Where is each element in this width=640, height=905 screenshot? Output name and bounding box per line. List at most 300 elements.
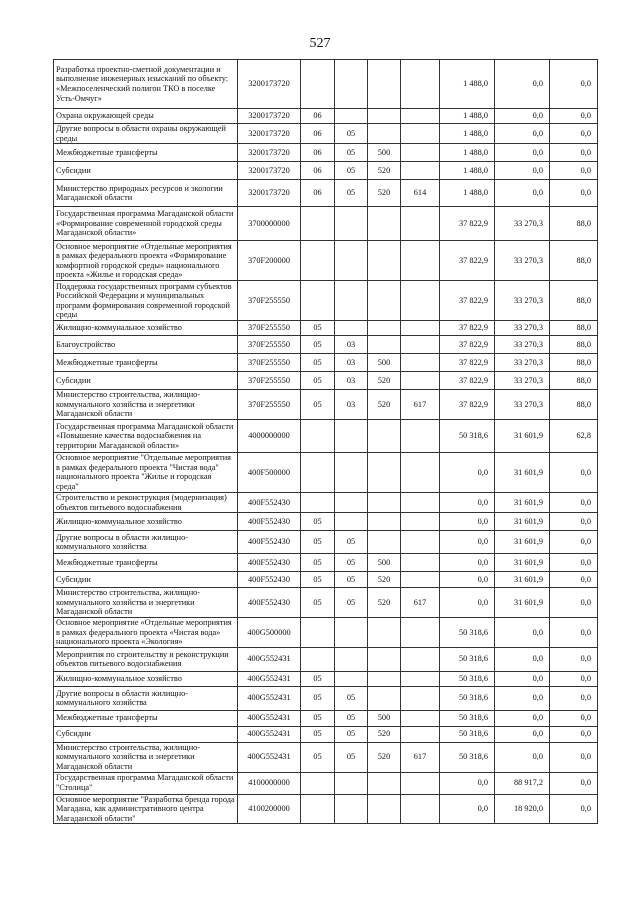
item-name-cell: Основное мероприятие «Отдельные мероприятия в рамках федерального проекта «Формирование комфортной городской среды» национального проекта «Жилье и городская среда» xyxy=(54,241,238,281)
expense-type-cell xyxy=(368,513,401,531)
section-cell: 05 xyxy=(301,531,335,554)
execution-percent-cell: 0,0 xyxy=(550,180,598,207)
subsection-cell xyxy=(335,617,368,647)
subsection-cell xyxy=(335,794,368,824)
actual-amount-cell: 31 601,9 xyxy=(495,513,550,531)
table-row xyxy=(54,281,598,321)
execution-percent-cell: 88,0 xyxy=(550,390,598,420)
administrator-cell: 617 xyxy=(401,390,440,420)
section-cell: 05 xyxy=(301,572,335,588)
subsection-cell: 05 xyxy=(335,162,368,180)
section-cell: 05 xyxy=(301,390,335,420)
planned-amount-cell: 50 318,6 xyxy=(440,671,495,686)
section-cell xyxy=(301,617,335,647)
subsection-cell: 05 xyxy=(335,710,368,726)
subsection-cell xyxy=(335,772,368,794)
item-name-cell: Строительство и реконструкция (модернизация) объектов питьевого водоснабжения xyxy=(54,492,238,512)
target-code-cell: 370F255550 xyxy=(238,354,301,372)
administrator-cell xyxy=(401,321,440,336)
execution-percent-cell: 88,0 xyxy=(550,241,598,281)
section-cell xyxy=(301,492,335,512)
administrator-cell xyxy=(401,513,440,531)
target-code-cell: 370F255550 xyxy=(238,321,301,336)
subsection-cell: 05 xyxy=(335,572,368,588)
table-row xyxy=(54,162,598,180)
subsection-cell: 03 xyxy=(335,336,368,354)
item-name-cell: Министерство строительства, жилищно-коммунального хозяйства и энергетики Магаданской области xyxy=(54,742,238,772)
target-code-cell: 400F552430 xyxy=(238,531,301,554)
section-cell: 05 xyxy=(301,513,335,531)
execution-percent-cell: 88,0 xyxy=(550,336,598,354)
execution-percent-cell: 0,0 xyxy=(550,617,598,647)
budget-table xyxy=(53,59,598,824)
subsection-cell: 03 xyxy=(335,372,368,390)
execution-percent-cell: 0,0 xyxy=(550,124,598,144)
section-cell: 05 xyxy=(301,726,335,742)
target-code-cell: 400F500000 xyxy=(238,452,301,492)
section-cell: 06 xyxy=(301,109,335,124)
administrator-cell xyxy=(401,671,440,686)
execution-percent-cell: 62,8 xyxy=(550,419,598,452)
planned-amount-cell: 50 318,6 xyxy=(440,419,495,452)
expense-type-cell: 500 xyxy=(368,144,401,162)
actual-amount-cell: 33 270,3 xyxy=(495,241,550,281)
expense-type-cell: 520 xyxy=(368,390,401,420)
section-cell xyxy=(301,281,335,321)
actual-amount-cell: 31 601,9 xyxy=(495,588,550,618)
section-cell: 05 xyxy=(301,372,335,390)
item-name-cell: Субсидии xyxy=(54,726,238,742)
administrator-cell xyxy=(401,419,440,452)
subsection-cell: 03 xyxy=(335,354,368,372)
actual-amount-cell: 31 601,9 xyxy=(495,531,550,554)
table-row xyxy=(54,124,598,144)
target-code-cell: 370F200000 xyxy=(238,241,301,281)
subsection-cell: 03 xyxy=(335,390,368,420)
item-name-cell: Государственная программа Магаданской области «Формирование современной городской среды Магаданской области» xyxy=(54,207,238,241)
expense-type-cell xyxy=(368,452,401,492)
planned-amount-cell: 0,0 xyxy=(440,531,495,554)
administrator-cell xyxy=(401,109,440,124)
administrator-cell xyxy=(401,241,440,281)
execution-percent-cell: 0,0 xyxy=(550,513,598,531)
item-name-cell: Охрана окружающей среды xyxy=(54,109,238,124)
subsection-cell xyxy=(335,281,368,321)
expense-type-cell xyxy=(368,241,401,281)
target-code-cell: 400G552431 xyxy=(238,647,301,671)
administrator-cell xyxy=(401,354,440,372)
execution-percent-cell: 0,0 xyxy=(550,60,598,109)
subsection-cell: 05 xyxy=(335,124,368,144)
target-code-cell: 400F552430 xyxy=(238,588,301,618)
section-cell xyxy=(301,419,335,452)
table-row xyxy=(54,617,598,647)
execution-percent-cell: 0,0 xyxy=(550,671,598,686)
table-row xyxy=(54,772,598,794)
table-row xyxy=(54,207,598,241)
subsection-cell: 05 xyxy=(335,531,368,554)
target-code-cell: 3200173720 xyxy=(238,162,301,180)
item-name-cell: Жилищно-коммунальное хозяйство xyxy=(54,513,238,531)
target-code-cell: 400G552431 xyxy=(238,742,301,772)
execution-percent-cell: 0,0 xyxy=(550,726,598,742)
planned-amount-cell: 0,0 xyxy=(440,588,495,618)
actual-amount-cell: 0,0 xyxy=(495,647,550,671)
planned-amount-cell: 50 318,6 xyxy=(440,617,495,647)
execution-percent-cell: 88,0 xyxy=(550,281,598,321)
subsection-cell xyxy=(335,647,368,671)
table-row xyxy=(54,354,598,372)
subsection-cell xyxy=(335,109,368,124)
execution-percent-cell: 0,0 xyxy=(550,554,598,572)
expense-type-cell: 520 xyxy=(368,372,401,390)
subsection-cell xyxy=(335,513,368,531)
administrator-cell xyxy=(401,162,440,180)
expense-type-cell xyxy=(368,124,401,144)
subsection-cell xyxy=(335,492,368,512)
actual-amount-cell: 31 601,9 xyxy=(495,554,550,572)
execution-percent-cell: 0,0 xyxy=(550,588,598,618)
planned-amount-cell: 37 822,9 xyxy=(440,372,495,390)
administrator-cell: 617 xyxy=(401,742,440,772)
section-cell xyxy=(301,60,335,109)
item-name-cell: Мероприятия по строительству и реконструкции объектов питьевого водоснабжения xyxy=(54,647,238,671)
table-row xyxy=(54,726,598,742)
actual-amount-cell: 0,0 xyxy=(495,726,550,742)
expense-type-cell xyxy=(368,492,401,512)
expense-type-cell xyxy=(368,207,401,241)
item-name-cell: Поддержка государственных программ субъектов Российской Федерации и муниципальных программ формирования современной городской среды xyxy=(54,281,238,321)
subsection-cell: 05 xyxy=(335,742,368,772)
administrator-cell xyxy=(401,336,440,354)
target-code-cell: 370F255550 xyxy=(238,372,301,390)
administrator-cell: 617 xyxy=(401,588,440,618)
table-row xyxy=(54,572,598,588)
planned-amount-cell: 50 318,6 xyxy=(440,726,495,742)
item-name-cell: Благоустройство xyxy=(54,336,238,354)
target-code-cell: 400F552430 xyxy=(238,513,301,531)
item-name-cell: Жилищно-коммунальное хозяйство xyxy=(54,671,238,686)
expense-type-cell: 520 xyxy=(368,742,401,772)
table-row xyxy=(54,492,598,512)
actual-amount-cell: 33 270,3 xyxy=(495,390,550,420)
expense-type-cell xyxy=(368,794,401,824)
target-code-cell: 370F255550 xyxy=(238,281,301,321)
administrator-cell xyxy=(401,772,440,794)
subsection-cell xyxy=(335,419,368,452)
execution-percent-cell: 0,0 xyxy=(550,531,598,554)
execution-percent-cell: 88,0 xyxy=(550,372,598,390)
planned-amount-cell: 1 488,0 xyxy=(440,162,495,180)
table-row xyxy=(54,60,598,109)
administrator-cell xyxy=(401,554,440,572)
administrator-cell xyxy=(401,207,440,241)
item-name-cell: Субсидии xyxy=(54,372,238,390)
section-cell xyxy=(301,794,335,824)
actual-amount-cell: 33 270,3 xyxy=(495,336,550,354)
actual-amount-cell: 33 270,3 xyxy=(495,354,550,372)
table-row xyxy=(54,671,598,686)
item-name-cell: Основное мероприятие "Разработка бренда города Магадана, как административного центра Магаданской области" xyxy=(54,794,238,824)
administrator-cell xyxy=(401,372,440,390)
administrator-cell xyxy=(401,647,440,671)
planned-amount-cell: 0,0 xyxy=(440,554,495,572)
administrator-cell xyxy=(401,794,440,824)
expense-type-cell xyxy=(368,281,401,321)
item-name-cell: Другие вопросы в области жилищно-коммунального хозяйства xyxy=(54,531,238,554)
execution-percent-cell: 0,0 xyxy=(550,162,598,180)
table-row xyxy=(54,554,598,572)
subsection-cell xyxy=(335,671,368,686)
actual-amount-cell: 0,0 xyxy=(495,109,550,124)
administrator-cell xyxy=(401,572,440,588)
administrator-cell xyxy=(401,726,440,742)
planned-amount-cell: 37 822,9 xyxy=(440,281,495,321)
execution-percent-cell: 0,0 xyxy=(550,742,598,772)
table-row xyxy=(54,647,598,671)
expense-type-cell xyxy=(368,617,401,647)
target-code-cell: 3200173720 xyxy=(238,124,301,144)
item-name-cell: Межбюджетные трансферты xyxy=(54,354,238,372)
item-name-cell: Другие вопросы в области жилищно-коммунального хозяйства xyxy=(54,686,238,710)
execution-percent-cell: 0,0 xyxy=(550,109,598,124)
planned-amount-cell: 37 822,9 xyxy=(440,354,495,372)
table-row xyxy=(54,109,598,124)
table-row xyxy=(54,742,598,772)
target-code-cell: 3200173720 xyxy=(238,180,301,207)
item-name-cell: Министерство строительства, жилищно-коммунального хозяйства и энергетики Магаданской области xyxy=(54,588,238,618)
actual-amount-cell: 0,0 xyxy=(495,144,550,162)
execution-percent-cell: 0,0 xyxy=(550,710,598,726)
actual-amount-cell: 0,0 xyxy=(495,180,550,207)
actual-amount-cell: 31 601,9 xyxy=(495,419,550,452)
subsection-cell: 05 xyxy=(335,180,368,207)
subsection-cell xyxy=(335,452,368,492)
target-code-cell: 400F552430 xyxy=(238,554,301,572)
actual-amount-cell: 0,0 xyxy=(495,742,550,772)
table-row xyxy=(54,390,598,420)
planned-amount-cell: 37 822,9 xyxy=(440,336,495,354)
target-code-cell: 3200173720 xyxy=(238,60,301,109)
execution-percent-cell: 0,0 xyxy=(550,772,598,794)
planned-amount-cell: 0,0 xyxy=(440,452,495,492)
item-name-cell: Государственная программа Магаданской области «Повышение качества водоснабжения на территории Магаданской области» xyxy=(54,419,238,452)
expense-type-cell: 520 xyxy=(368,162,401,180)
expense-type-cell xyxy=(368,671,401,686)
target-code-cell: 400G552431 xyxy=(238,726,301,742)
planned-amount-cell: 0,0 xyxy=(440,513,495,531)
expense-type-cell xyxy=(368,109,401,124)
table-row xyxy=(54,588,598,618)
actual-amount-cell: 0,0 xyxy=(495,162,550,180)
actual-amount-cell: 0,0 xyxy=(495,60,550,109)
planned-amount-cell: 1 488,0 xyxy=(440,144,495,162)
administrator-cell xyxy=(401,60,440,109)
section-cell: 05 xyxy=(301,710,335,726)
target-code-cell: 3700000000 xyxy=(238,207,301,241)
subsection-cell: 05 xyxy=(335,588,368,618)
section-cell: 06 xyxy=(301,180,335,207)
target-code-cell: 400G552431 xyxy=(238,710,301,726)
expense-type-cell: 520 xyxy=(368,572,401,588)
expense-type-cell: 520 xyxy=(368,726,401,742)
actual-amount-cell: 33 270,3 xyxy=(495,207,550,241)
table-row xyxy=(54,531,598,554)
section-cell: 05 xyxy=(301,321,335,336)
actual-amount-cell: 31 601,9 xyxy=(495,492,550,512)
section-cell xyxy=(301,772,335,794)
target-code-cell: 4100200000 xyxy=(238,794,301,824)
planned-amount-cell: 50 318,6 xyxy=(440,710,495,726)
target-code-cell: 400F552430 xyxy=(238,572,301,588)
planned-amount-cell: 37 822,9 xyxy=(440,241,495,281)
target-code-cell: 400G500000 xyxy=(238,617,301,647)
execution-percent-cell: 88,0 xyxy=(550,207,598,241)
administrator-cell xyxy=(401,531,440,554)
expense-type-cell xyxy=(368,686,401,710)
planned-amount-cell: 1 488,0 xyxy=(440,124,495,144)
section-cell xyxy=(301,647,335,671)
actual-amount-cell: 33 270,3 xyxy=(495,281,550,321)
target-code-cell: 400G552431 xyxy=(238,686,301,710)
expense-type-cell: 500 xyxy=(368,710,401,726)
expense-type-cell: 500 xyxy=(368,554,401,572)
table-body xyxy=(54,60,598,824)
administrator-cell xyxy=(401,617,440,647)
actual-amount-cell: 0,0 xyxy=(495,617,550,647)
planned-amount-cell: 50 318,6 xyxy=(440,742,495,772)
page-number: 527 xyxy=(309,36,331,51)
actual-amount-cell: 33 270,3 xyxy=(495,321,550,336)
target-code-cell: 4100000000 xyxy=(238,772,301,794)
table-row xyxy=(54,710,598,726)
table-row xyxy=(54,513,598,531)
item-name-cell: Межбюджетные трансферты xyxy=(54,144,238,162)
item-name-cell: Министерство природных ресурсов и экологии Магаданской области xyxy=(54,180,238,207)
section-cell xyxy=(301,241,335,281)
execution-percent-cell: 0,0 xyxy=(550,144,598,162)
subsection-cell: 05 xyxy=(335,726,368,742)
expense-type-cell xyxy=(368,647,401,671)
expense-type-cell xyxy=(368,772,401,794)
administrator-cell xyxy=(401,710,440,726)
target-code-cell: 400F552430 xyxy=(238,492,301,512)
target-code-cell: 3200173720 xyxy=(238,109,301,124)
subsection-cell: 05 xyxy=(335,686,368,710)
execution-percent-cell: 0,0 xyxy=(550,686,598,710)
planned-amount-cell: 0,0 xyxy=(440,572,495,588)
execution-percent-cell: 0,0 xyxy=(550,492,598,512)
administrator-cell xyxy=(401,281,440,321)
execution-percent-cell: 0,0 xyxy=(550,572,598,588)
planned-amount-cell: 1 488,0 xyxy=(440,109,495,124)
subsection-cell: 05 xyxy=(335,554,368,572)
table-row xyxy=(54,180,598,207)
actual-amount-cell: 0,0 xyxy=(495,686,550,710)
item-name-cell: Министерство строительства, жилищно-коммунального хозяйства и энергетики Магаданской области xyxy=(54,390,238,420)
planned-amount-cell: 1 488,0 xyxy=(440,180,495,207)
expense-type-cell xyxy=(368,336,401,354)
section-cell: 05 xyxy=(301,671,335,686)
target-code-cell: 3200173720 xyxy=(238,144,301,162)
planned-amount-cell: 0,0 xyxy=(440,492,495,512)
planned-amount-cell: 0,0 xyxy=(440,772,495,794)
table-row xyxy=(54,336,598,354)
planned-amount-cell: 37 822,9 xyxy=(440,390,495,420)
section-cell: 05 xyxy=(301,588,335,618)
actual-amount-cell: 31 601,9 xyxy=(495,572,550,588)
table-row xyxy=(54,452,598,492)
execution-percent-cell: 0,0 xyxy=(550,647,598,671)
subsection-cell xyxy=(335,241,368,281)
actual-amount-cell: 88 917,2 xyxy=(495,772,550,794)
section-cell: 05 xyxy=(301,686,335,710)
administrator-cell xyxy=(401,124,440,144)
item-name-cell: Основное мероприятие «Отдельные мероприятия в рамках федерального проекта «Чистая вода» национального проекта «Экология» xyxy=(54,617,238,647)
actual-amount-cell: 33 270,3 xyxy=(495,372,550,390)
execution-percent-cell: 88,0 xyxy=(550,321,598,336)
planned-amount-cell: 50 318,6 xyxy=(440,686,495,710)
item-name-cell: Разработка проектно-сметной документации и выполнение инженерных изысканий по объекту: «Межпоселенческий полигон ТКО в поселке Усть-Омчуг» xyxy=(54,60,238,109)
planned-amount-cell: 1 488,0 xyxy=(440,60,495,109)
section-cell: 05 xyxy=(301,336,335,354)
subsection-cell xyxy=(335,60,368,109)
section-cell: 06 xyxy=(301,162,335,180)
section-cell: 05 xyxy=(301,742,335,772)
administrator-cell xyxy=(401,686,440,710)
section-cell xyxy=(301,207,335,241)
administrator-cell: 614 xyxy=(401,180,440,207)
subsection-cell xyxy=(335,207,368,241)
actual-amount-cell: 0,0 xyxy=(495,124,550,144)
actual-amount-cell: 18 920,0 xyxy=(495,794,550,824)
item-name-cell: Субсидии xyxy=(54,572,238,588)
expense-type-cell xyxy=(368,531,401,554)
actual-amount-cell: 31 601,9 xyxy=(495,452,550,492)
administrator-cell xyxy=(401,492,440,512)
expense-type-cell xyxy=(368,60,401,109)
section-cell: 05 xyxy=(301,554,335,572)
expense-type-cell: 520 xyxy=(368,588,401,618)
item-name-cell: Субсидии xyxy=(54,162,238,180)
subsection-cell xyxy=(335,321,368,336)
expense-type-cell: 500 xyxy=(368,354,401,372)
section-cell: 05 xyxy=(301,354,335,372)
administrator-cell xyxy=(401,144,440,162)
expense-type-cell xyxy=(368,419,401,452)
table-row xyxy=(54,372,598,390)
table-row xyxy=(54,794,598,824)
execution-percent-cell: 88,0 xyxy=(550,354,598,372)
section-cell: 06 xyxy=(301,144,335,162)
planned-amount-cell: 37 822,9 xyxy=(440,321,495,336)
section-cell xyxy=(301,452,335,492)
target-code-cell: 370F255550 xyxy=(238,336,301,354)
table-row xyxy=(54,686,598,710)
item-name-cell: Межбюджетные трансферты xyxy=(54,710,238,726)
expense-type-cell xyxy=(368,321,401,336)
item-name-cell: Основное мероприятие "Отдельные мероприятия в рамках федерального проекта "Чистая вода" национального проекта "Жилье и городская среда" xyxy=(54,452,238,492)
target-code-cell: 370F255550 xyxy=(238,390,301,420)
execution-percent-cell: 0,0 xyxy=(550,794,598,824)
execution-percent-cell: 0,0 xyxy=(550,452,598,492)
planned-amount-cell: 37 822,9 xyxy=(440,207,495,241)
planned-amount-cell: 0,0 xyxy=(440,794,495,824)
actual-amount-cell: 0,0 xyxy=(495,671,550,686)
target-code-cell: 400G552431 xyxy=(238,671,301,686)
item-name-cell: Государственная программа Магаданской области "Столица" xyxy=(54,772,238,794)
expense-type-cell: 520 xyxy=(368,180,401,207)
